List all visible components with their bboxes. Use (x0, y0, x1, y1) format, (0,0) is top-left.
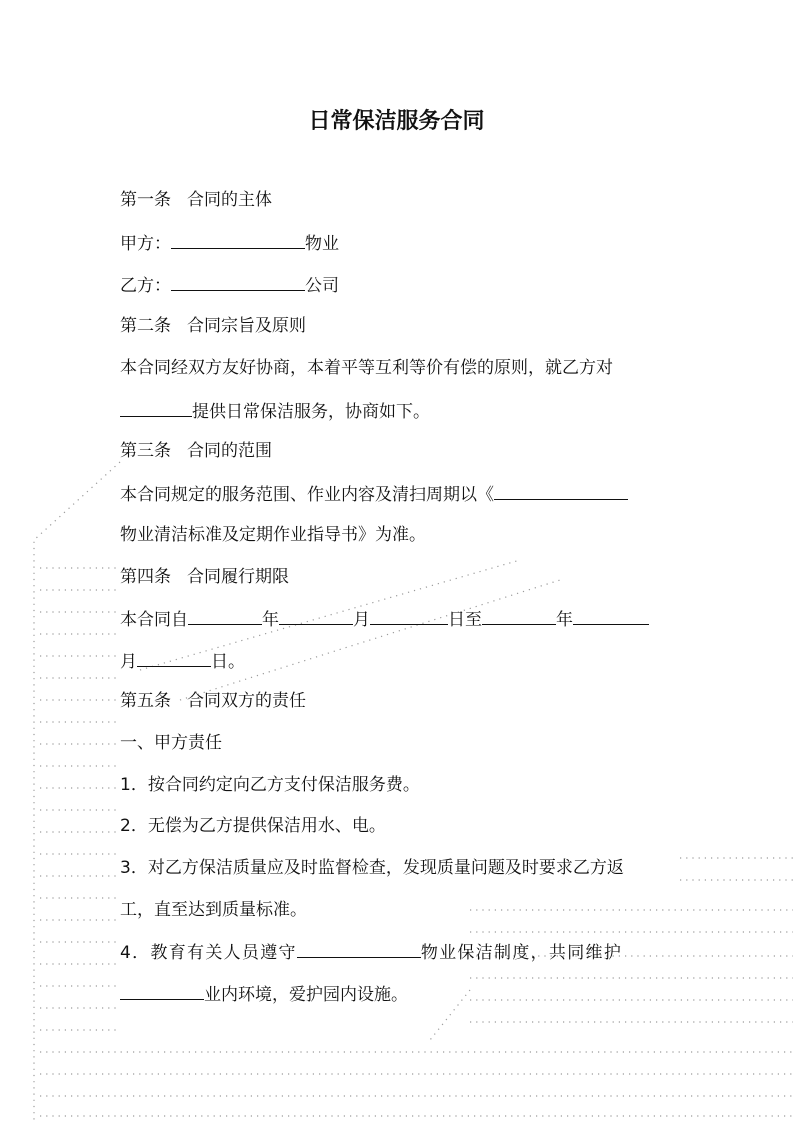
area-name-blank (120, 982, 204, 1000)
term-start-text: 本合同自 (120, 610, 188, 630)
duty-4-prefix: 4．教育有关人员遵守 (120, 943, 297, 963)
article-2-heading (120, 315, 306, 337)
month-label: 月 (353, 610, 370, 630)
article-3-text-head: 本合同规定的服务范围、作业内容及清扫周期以《 (120, 485, 494, 505)
article-2-text-line1: 本合同经双方友好协商，本着平等互利等价有偿的原则，就乙方对 (120, 358, 613, 378)
duty-item-4-line1 (120, 940, 622, 964)
property-name-blank (297, 940, 421, 958)
article-2-text-tail: 提供日常保洁服务，协商如下。 (192, 402, 430, 422)
term-line2 (120, 649, 245, 673)
service-area-blank (120, 399, 192, 417)
party-a-duty-heading: 一、甲方责任 (120, 733, 222, 753)
article-5-heading (120, 690, 306, 712)
article-title: 合同的主体 (187, 190, 272, 210)
article-number: 第四条 (120, 567, 171, 587)
start-day-blank (370, 607, 448, 625)
start-month-blank (279, 607, 353, 625)
year-label: 年 (556, 610, 573, 630)
article-3-heading (120, 440, 272, 462)
end-month-blank (573, 607, 649, 625)
month-label: 月 (120, 652, 137, 672)
document-title: 日常保洁服务合同 (308, 109, 485, 134)
article-title: 合同宗旨及原则 (187, 316, 306, 336)
day-end-label: 日。 (211, 652, 245, 672)
duty-item-2: 2．无偿为乙方提供保洁用水、电。 (120, 816, 386, 836)
duty-4-suffix: 物业保洁制度，共同维护 (420, 943, 623, 963)
article-number: 第五条 (120, 691, 171, 711)
party-a-blank (171, 231, 305, 249)
article-4-heading (120, 566, 289, 588)
article-3-text-line1 (120, 482, 628, 506)
year-label: 年 (262, 610, 279, 630)
article-title: 合同双方的责任 (187, 691, 306, 711)
party-a-line (120, 231, 339, 255)
duty-4-tail: 业内环境，爱护园内设施。 (204, 985, 408, 1005)
duty-item-3-line2: 工，直至达到质量标准。 (120, 900, 307, 920)
article-title: 合同履行期限 (187, 567, 289, 587)
article-2-text-line2 (120, 399, 430, 423)
article-3-text-line2: 物业清洁标准及定期作业指导书》为准。 (120, 525, 426, 545)
term-line1 (120, 607, 649, 631)
party-b-suffix: 公司 (305, 276, 339, 296)
article-number: 第三条 (120, 441, 171, 461)
party-b-label: 乙方： (120, 276, 171, 296)
end-year-blank (482, 607, 556, 625)
duty-item-4-line2 (120, 982, 408, 1006)
day-to-label: 日至 (448, 610, 482, 630)
party-b-blank (171, 273, 305, 291)
party-a-label: 甲方： (120, 234, 171, 254)
party-b-line (120, 273, 339, 297)
duty-item-1: 1．按合同约定向乙方支付保洁服务费。 (120, 775, 420, 795)
duty-item-3-line1: 3．对乙方保洁质量应及时监督检查，发现质量问题及时要求乙方返 (120, 858, 624, 878)
standard-name-blank (494, 482, 628, 500)
article-title: 合同的范围 (187, 441, 272, 461)
end-day-blank (137, 649, 211, 667)
article-1-heading (120, 189, 272, 211)
start-year-blank (188, 607, 262, 625)
party-a-suffix: 物业 (305, 234, 339, 254)
article-number: 第一条 (120, 190, 171, 210)
article-number: 第二条 (120, 316, 171, 336)
